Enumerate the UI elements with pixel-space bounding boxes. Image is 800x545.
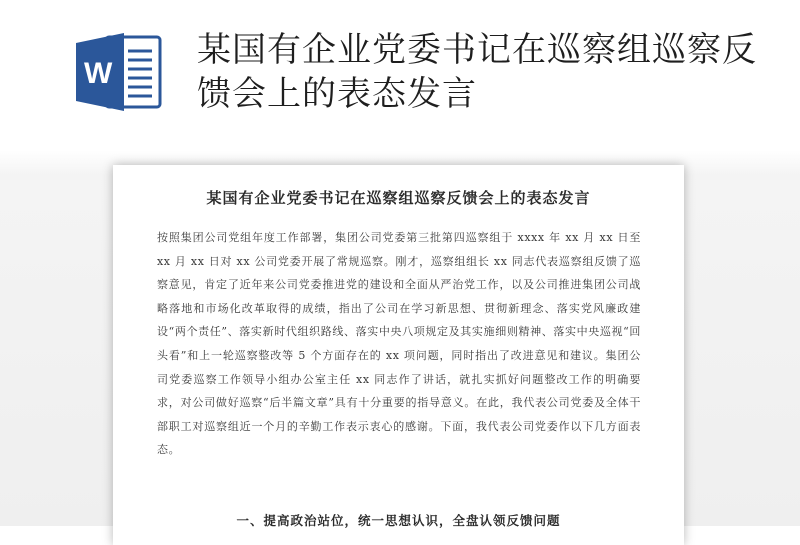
section-heading: 一、提高政治站位，统一思想认识，全盘认领反馈问题 <box>236 513 561 528</box>
document-title: 某国有企业党委书记在巡察组巡察反馈会上的表态发言 <box>206 189 591 207</box>
header-title: 某国有企业党委书记在巡察组巡察反馈会上的表态发言 <box>197 30 757 114</box>
document-page <box>113 165 684 545</box>
document-body-paragraph: 按照集团公司党组年度工作部署，集团公司党委第三批第四巡察组于 xxxx 年 xx 月 xx 日至 xx 月 xx 日对 xx 公司党委开展了常规巡察。刚才，巡察组组长 xx 同志代表巡察组反馈了巡察意见，肯定了近年来公司党委推进党的建设和全面从严治党工作，以及公司推进集团公司战略落地和市场化改革取得的成绩，指出了公司在学习新思想、贯彻新理念、落实党风廉政建设“两个责任”、落实新时代组织路线、落实中央八项规定及其实施细则精神、落实中央巡视“回头看”和上一轮巡察整改等 5 个方面存在的 xx 项问题，同时指出了改进意见和建议。集团公司党委巡察工作领导小组办公室主任 xx 同志作了讲话，就扎实抓好问题整改工作的明确要求，对公司做好巡察“后半篇文章”具有十分重要的指导意义。在此，我代表公司党委及全体干部职工对巡察组近一个月的辛勤工作表示衷心的感谢。下面，我代表公司党委作以下几方面表态。 <box>157 231 641 457</box>
header-banner <box>0 0 800 140</box>
svg-text:W: W <box>84 57 113 90</box>
word-document-icon <box>76 31 165 113</box>
